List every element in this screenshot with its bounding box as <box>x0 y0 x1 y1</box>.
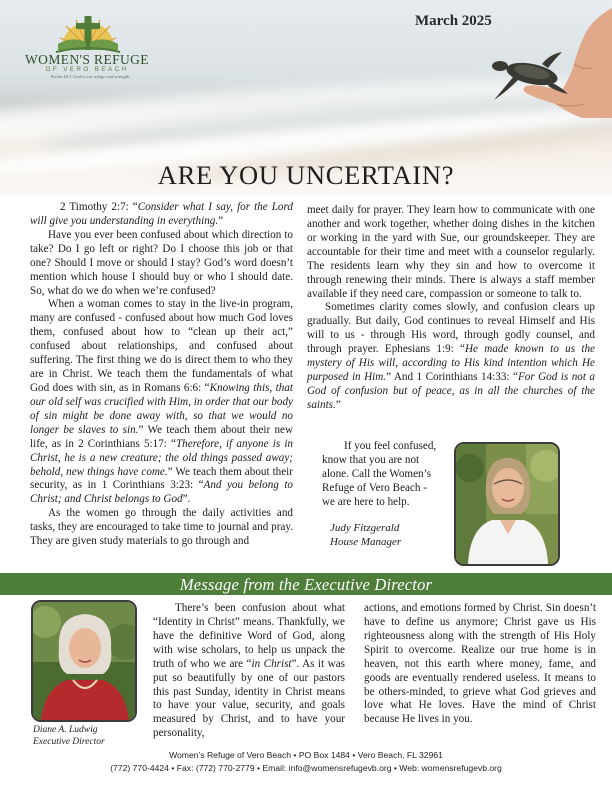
article-paragraph: meet daily for prayer. They learn how to communicate with one another and work together, whether doing dishes in the kitchen or working in the yard with Sue, our groundskeeper. They are accountable for their time and meet with a counselor regularly. The residents learn why they sin and how to overcome it through renewing their minds. There is always a staff member available if they need care, compassion or someone to talk to. <box>307 204 595 300</box>
signature-name: Judy Fitzgerald <box>330 522 400 534</box>
director-paragraph: actions, and emotions formed by Christ. Sin doesn’t have to define us anymore; Christ gave us His righteousness along with the strength of His Holy Spirit to overcome. Realize our true home is in heaven, not this earth where money, fame, and goods are eventually rendered useless. It means to be others-minded, to grieve what God grieves and love what He loves. Have the mind of Christ because He lives in you. <box>364 602 596 726</box>
director-banner-title: Message from the Executive Director <box>179 575 433 594</box>
logo-name: WOMEN'S REFUGE <box>25 52 149 67</box>
closing-paragraph: If you feel confused, know that you are not alone. Call the Women’s Refuge of Vero Beach - we are here to help. <box>322 440 437 508</box>
article-paragraph: Have you ever been confused about which direction to take? Do I go left or right? Do I choose this job or that one? Should I move or should I stay? God’s word doesn’t mention which house I should buy or who I should date. So, what do we do when we’re confused? <box>30 228 293 297</box>
article-column-1 <box>30 201 293 549</box>
footer-contact <box>0 749 612 776</box>
sunrise-cross-icon <box>56 16 120 52</box>
article-paragraph: 2 Timothy 2:7: “Consider what I say, for the Lord will give you understanding in everything.” <box>30 201 293 227</box>
article-column-2 <box>307 204 595 413</box>
footer-address: Women’s Refuge of Vero Beach • PO Box 1484 • Vero Beach, FL 32961 <box>169 750 443 760</box>
signature-title: Executive Director <box>33 736 105 747</box>
director-column-2 <box>364 602 596 727</box>
article-paragraph: Sometimes clarity comes slowly, and confusion clears up gradually. But daily, God continues to reveal Himself and His will to us - through His word, through godly counsel, and through prayer. Ephesians 1:9: “He made known to us the mystery of His will, according to His kind intention which He purposed in Him.” And 1 Corinthians 14:33: “For God is not a God of confusion but of peace, as in all the churches of the saints.” <box>307 301 595 411</box>
house-manager-signature <box>330 521 440 549</box>
executive-director-photo <box>31 600 137 722</box>
director-column-1 <box>153 602 345 741</box>
headline: ARE YOU UNCERTAIN? <box>157 160 455 190</box>
director-paragraph: There’s been confusion about what “Identity in Christ” means. Thankfully, we have the definitive Word of God, along with wise scholars, to help us unpack the truth of who we are “in Christ”. As it was put so beautifully by one of our pastors this past Sunday, identity in Christ means to have your value, security, and goals measured by Christ, and to have your personality, <box>153 602 345 740</box>
footer-contact-line: (772) 770-4424 • Fax: (772) 770-2779 • Email: info@womensrefugevb.org • Web: womensrefugevb.org <box>110 763 502 774</box>
logo-verse: Psalm 46:1 God is our refuge and strength <box>50 74 130 79</box>
hand-holding-turtle-image <box>470 8 612 118</box>
house-manager-photo <box>454 442 560 566</box>
article-paragraph: As the women go through the daily activities and tasks, they are encouraged to take time to journal and pray. They are given study materials to go through and <box>30 507 293 548</box>
executive-director-signature <box>33 725 153 748</box>
logo-subtitle: OF VERO BEACH <box>45 66 129 73</box>
signature-name: Diane A. Ludwig <box>33 725 98 735</box>
signature-title: House Manager <box>330 536 402 548</box>
article-paragraph: When a woman comes to stay in the live-in program, many are confused - confused about how much God loves them, confused about how to “clean up their act,” confused about relationships, and confused about suffering. The first thing we do is direct them to who they are in Christ. We teach them the fundamentals of what God does with sin, as in Romans 6:6: “Knowing this, that our old self was crucified with Him, in order that our body of sin might be done away with, so that we would no longer be slaves to sin.” We teach them about their new life, as in 2 Corinthians 5:17: “Therefore, if anyone is in Christ, he is a new creature; the old things passed away; behold, new things have come.” We teach them about their security, as in 1 Corinthians 3:23: “And you belong to Christ; and Christ belongs to God”. <box>30 298 294 506</box>
issue-date: March 2025 <box>415 13 492 29</box>
director-banner <box>0 573 612 595</box>
